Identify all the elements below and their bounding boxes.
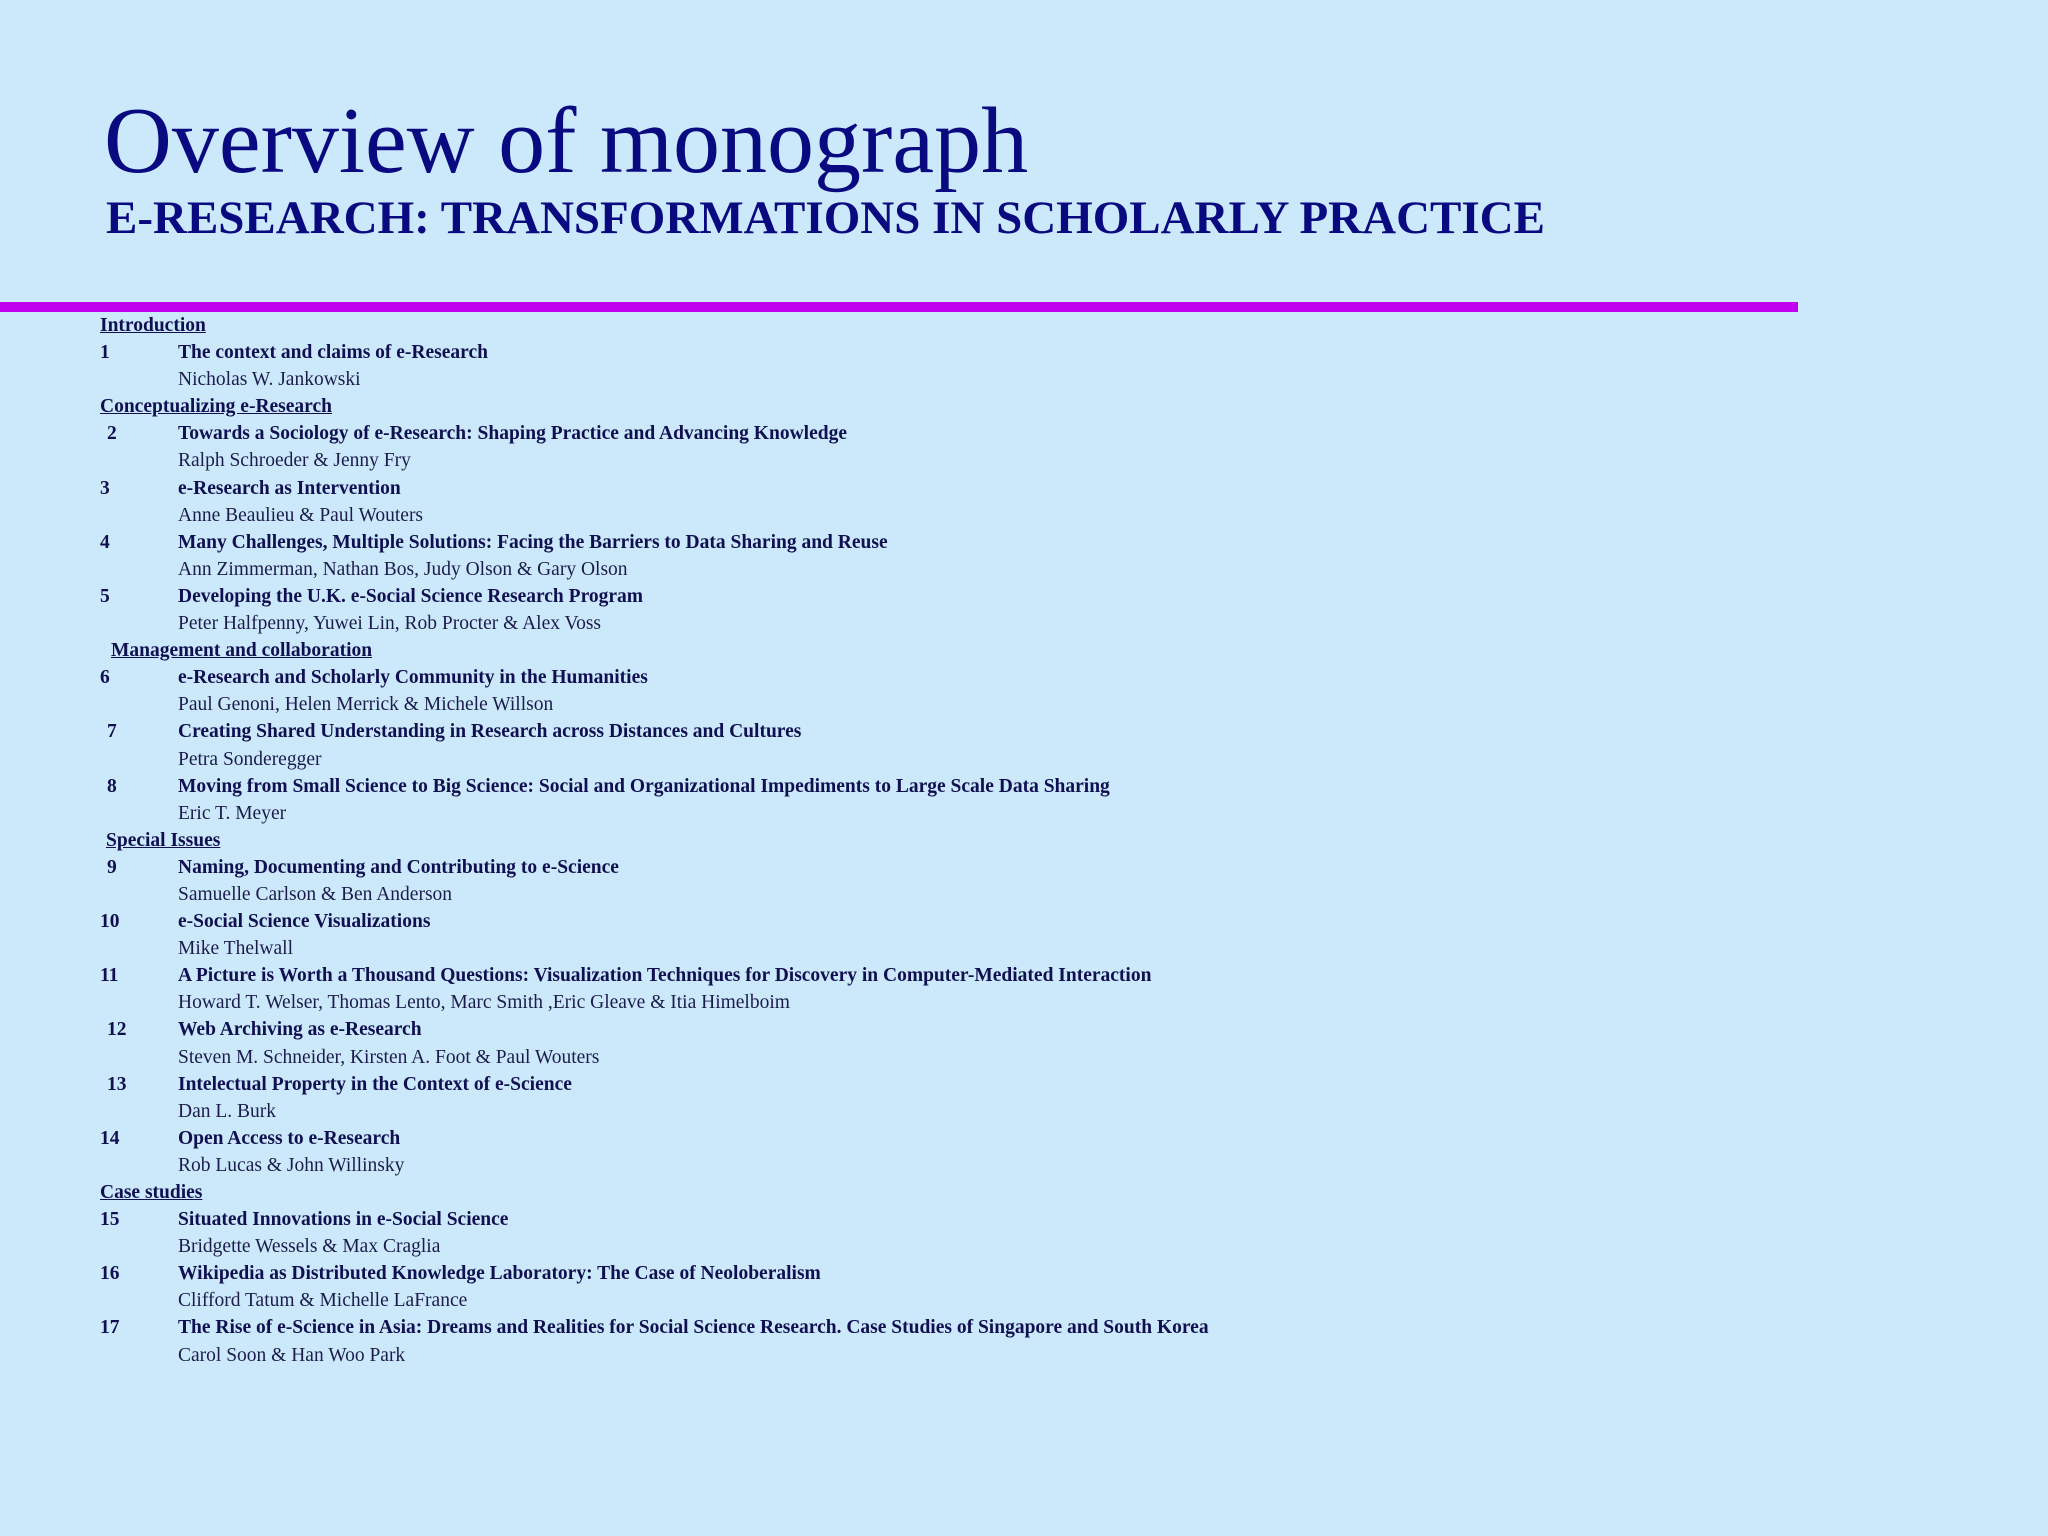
chapter-authors: Mike Thelwall [178, 938, 293, 960]
toc-chapter-title-row [100, 664, 1800, 691]
toc-chapter-authors-row [100, 366, 1800, 393]
page-title: Overview of monograph [104, 89, 1029, 193]
toc-chapter-authors-row [100, 1152, 1800, 1179]
chapter-number: 15 [100, 1209, 120, 1231]
page-subtitle: E-RESEARCH: TRANSFORMATIONS IN SCHOLARLY PRACTICE [106, 192, 1545, 244]
toc-chapter-title-row [100, 339, 1800, 366]
chapter-title: Situated Innovations in e-Social Science [178, 1209, 509, 1231]
toc-chapter-authors-row [100, 1287, 1800, 1314]
chapter-number: 16 [100, 1263, 120, 1285]
chapter-title: Creating Shared Understanding in Research across Distances and Cultures [178, 721, 802, 743]
chapter-title: Many Challenges, Multiple Solutions: Facing the Barriers to Data Sharing and Reuse [178, 531, 888, 553]
chapter-authors: Anne Beaulieu & Paul Wouters [178, 504, 424, 526]
toc-chapter-authors-row [100, 691, 1800, 718]
chapter-authors: Rob Lucas & John Willinsky [178, 1154, 405, 1176]
chapter-authors: Eric T. Meyer [178, 802, 287, 824]
chapter-number: 11 [100, 965, 119, 987]
chapter-authors: Howard T. Welser, Thomas Lento, Marc Smith ,Eric Gleave & Itia Himelboim [178, 992, 790, 1014]
chapter-title: Web Archiving as e-Research [178, 1019, 422, 1041]
toc-chapter-authors-row [100, 1233, 1800, 1260]
toc-chapter-authors-row [100, 800, 1800, 827]
chapter-title: e-Research and Scholarly Community in the Humanities [178, 667, 648, 689]
toc-chapter-title-row [100, 773, 1800, 800]
divider-rule [0, 302, 1798, 312]
toc-chapter-authors-row [100, 746, 1800, 773]
toc-chapter-authors-row [100, 881, 1800, 908]
chapter-authors: Peter Halfpenny, Yuwei Lin, Rob Procter & Alex Voss [178, 613, 601, 635]
chapter-title: e-Social Science Visualizations [178, 911, 431, 933]
chapter-title: Moving from Small Science to Big Science: Social and Organizational Impediments to Large Scale Data Sharing [178, 775, 1110, 797]
chapter-number: 3 [100, 477, 110, 499]
toc-chapter-authors-row [100, 989, 1800, 1016]
chapter-number: 10 [100, 911, 120, 933]
chapter-authors: Clifford Tatum & Michelle LaFrance [178, 1290, 468, 1312]
section-heading-case-studies: Case studies [100, 1182, 203, 1203]
chapter-number: 2 [107, 423, 117, 445]
toc-chapter-title-row [100, 1314, 1800, 1341]
section-heading-conceptualizing: Conceptualizing e-Research [100, 396, 332, 418]
toc-chapter-title-row [100, 718, 1800, 745]
toc-chapter-authors-row [100, 610, 1800, 637]
toc-chapter-title-row [100, 1260, 1800, 1287]
toc-chapter-title-row [100, 1071, 1800, 1098]
section-heading-management: Management and collaboration [111, 640, 373, 662]
chapter-title: Towards a Sociology of e-Research: Shaping Practice and Advancing Knowledge [178, 423, 847, 445]
toc-section [100, 393, 1800, 420]
chapter-number: 8 [107, 775, 117, 797]
chapter-title: Intelectual Property in the Context of e-Science [178, 1073, 572, 1095]
chapter-title: Wikipedia as Distributed Knowledge Laboratory: The Case of Neoloberalism [178, 1263, 821, 1285]
toc-chapter-title-row [100, 475, 1800, 502]
toc-section [100, 827, 1800, 854]
chapter-authors: Bridgette Wessels & Max Craglia [178, 1236, 441, 1258]
toc-section [100, 312, 1800, 339]
toc-chapter-title-row [100, 420, 1800, 447]
toc-chapter-title-row [100, 908, 1800, 935]
chapter-authors: Petra Sonderegger [178, 748, 322, 770]
chapter-title: Naming, Documenting and Contributing to e-Science [178, 856, 619, 878]
toc-chapter-title-row [100, 854, 1800, 881]
chapter-number: 9 [107, 856, 117, 878]
chapter-title: A Picture is Worth a Thousand Questions: Visualization Techniques for Discovery in Computer-Mediated Interaction [178, 965, 1152, 987]
toc-chapter-authors-row [100, 1044, 1800, 1071]
chapter-number: 14 [100, 1127, 120, 1149]
chapter-title: The context and claims of e-Research [178, 342, 488, 364]
chapter-number: 12 [107, 1019, 127, 1041]
toc-chapter-authors-row [100, 447, 1800, 474]
chapter-number: 4 [100, 531, 110, 553]
toc-section [100, 1179, 1800, 1206]
toc-chapter-title-row [100, 1206, 1800, 1233]
toc-chapter-title-row [100, 529, 1800, 556]
toc-chapter-authors-row [100, 1098, 1800, 1125]
section-heading-special-issues: Special Issues [106, 829, 221, 851]
chapter-title: e-Research as Intervention [178, 477, 401, 499]
chapter-authors: Dan L. Burk [178, 1100, 277, 1122]
chapter-number: 13 [107, 1073, 127, 1095]
chapter-authors: Ann Zimmerman, Nathan Bos, Judy Olson & Gary Olson [178, 558, 628, 580]
chapter-title: Developing the U.K. e-Social Science Research Program [178, 585, 644, 607]
toc-chapter-authors-row [100, 502, 1800, 529]
chapter-authors: Nicholas W. Jankowski [178, 369, 361, 391]
toc-chapter-title-row [100, 583, 1800, 610]
chapter-number: 17 [100, 1317, 120, 1339]
chapter-authors: Carol Soon & Han Woo Park [178, 1344, 406, 1366]
toc-chapter-authors-row [100, 1342, 1800, 1369]
chapter-number: 7 [107, 721, 117, 743]
chapter-number: 6 [100, 667, 110, 689]
chapter-number: 5 [100, 585, 110, 607]
toc-chapter-authors-row [100, 935, 1800, 962]
chapter-authors: Paul Genoni, Helen Merrick & Michele Willson [178, 694, 554, 716]
chapter-title: The Rise of e-Science in Asia: Dreams and Realities for Social Science Research. Case Studies of Singapore and South Korea [178, 1317, 1209, 1339]
chapter-authors: Samuelle Carlson & Ben Anderson [178, 883, 453, 905]
toc-chapter-authors-row [100, 556, 1800, 583]
toc-section [100, 637, 1800, 664]
chapter-number: 1 [100, 342, 110, 364]
toc-chapter-title-row [100, 1016, 1800, 1043]
table-of-contents [100, 312, 1800, 1369]
chapter-authors: Ralph Schroeder & Jenny Fry [178, 450, 411, 472]
chapter-title: Open Access to e-Research [178, 1127, 401, 1149]
chapter-authors: Steven M. Schneider, Kirsten A. Foot & Paul Wouters [178, 1046, 600, 1068]
toc-chapter-title-row [100, 1125, 1800, 1152]
toc-chapter-title-row [100, 962, 1800, 989]
section-heading-introduction: Introduction [100, 315, 206, 336]
